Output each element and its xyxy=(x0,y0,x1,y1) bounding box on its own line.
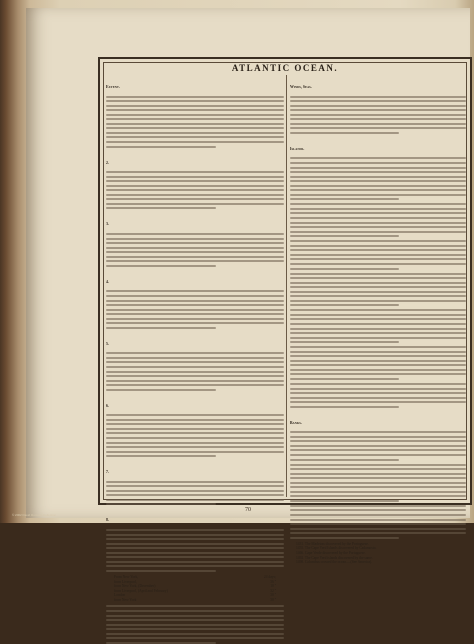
paragraph-text-line xyxy=(106,455,216,457)
paragraph-text-line xyxy=(106,442,284,444)
paragraph-text-line xyxy=(106,423,284,425)
paragraph-text-line xyxy=(106,207,216,209)
paragraph-text-line xyxy=(106,432,284,434)
table-label: from New York, (December) xyxy=(114,584,156,589)
paragraph-text-line xyxy=(106,494,284,496)
paragraph-heading: Islands. xyxy=(290,146,305,151)
paragraph-text-line xyxy=(106,352,284,354)
paragraph-text-line xyxy=(290,459,399,461)
paragraph-text-line xyxy=(290,300,466,302)
paragraph-text-line xyxy=(290,360,466,362)
paragraph-text-line xyxy=(290,245,466,247)
paragraph xyxy=(290,346,466,380)
paragraph-text-line xyxy=(290,454,466,456)
paragraph-heading: Extent. xyxy=(106,85,120,89)
paragraph-text-line xyxy=(290,369,466,371)
page-title: ATLANTIC OCEAN. xyxy=(231,63,339,73)
paragraph-text-line xyxy=(290,171,466,173)
paragraph-text-line xyxy=(290,189,466,191)
paragraph xyxy=(106,508,284,571)
paragraph-text-line xyxy=(106,389,216,391)
paragraph-text-line xyxy=(290,273,466,275)
paragraph-text-line xyxy=(290,532,466,534)
table-label: from Liverpool, (April and February) xyxy=(114,588,168,593)
paragraph-text-line xyxy=(106,146,216,148)
paragraph-text-line xyxy=(290,473,466,475)
paragraph-text-line xyxy=(106,290,284,292)
paragraph-text-line xyxy=(290,341,399,343)
paragraph-text-line xyxy=(290,212,466,214)
paragraph-text-line xyxy=(290,431,466,433)
paragraph-text-line xyxy=(106,327,216,329)
paragraph xyxy=(290,273,466,307)
paragraph-text-line xyxy=(106,194,284,196)
paragraph-text-line xyxy=(290,231,466,233)
table-value: 30 '' xyxy=(270,593,276,598)
paragraph-text-line xyxy=(106,141,284,143)
paragraph-text-line xyxy=(106,437,284,439)
date-entry: 1431. The Madeiras discovered by the Portuguese. xyxy=(296,541,369,546)
paragraph-text-line xyxy=(290,373,466,375)
paragraph-text-line xyxy=(290,388,466,390)
paragraph-text-line xyxy=(106,384,284,386)
paragraph-text-line xyxy=(290,523,466,525)
paragraph-text-line xyxy=(106,499,284,501)
paragraph-text-line xyxy=(290,282,466,284)
paragraph-text-line xyxy=(290,491,466,493)
paragraph-text-line xyxy=(106,251,284,253)
paragraph-text-line xyxy=(106,543,284,545)
paragraph-heading: Winds, Seas. xyxy=(290,85,312,89)
paragraph-text-line xyxy=(106,233,284,235)
paragraph xyxy=(106,75,284,148)
table-value: 24 days; xyxy=(263,574,276,579)
paragraph-text-line xyxy=(106,503,216,505)
paragraph-text-line xyxy=(290,495,466,497)
table-value: 32 '' xyxy=(270,588,276,593)
table-row xyxy=(106,598,284,603)
paragraph-text-line xyxy=(290,383,466,385)
paragraph-text-line xyxy=(106,552,284,554)
table-value: 36 '' xyxy=(270,579,276,584)
paragraph-text-line xyxy=(106,619,284,621)
paragraph-text-line xyxy=(290,314,466,316)
paragraph xyxy=(106,270,284,329)
paragraph-text-line xyxy=(106,414,284,416)
paragraph-text-line xyxy=(290,328,466,330)
paragraph-text-line xyxy=(290,118,466,120)
paragraph-text-line xyxy=(290,440,466,442)
paragraph-text-line xyxy=(106,615,284,617)
paragraph-text-line xyxy=(290,514,466,516)
paragraph-text-line xyxy=(106,490,284,492)
paragraph-text-line xyxy=(290,528,466,530)
paragraph-text-line xyxy=(106,180,284,182)
paragraph-text-line xyxy=(290,226,466,228)
paragraph-text-line xyxy=(290,254,466,256)
paragraph-heading: 2. xyxy=(106,160,109,165)
paragraph-text-line xyxy=(290,477,466,479)
paragraph-text-line xyxy=(106,260,284,262)
paragraph xyxy=(290,309,466,343)
paragraph-text-line xyxy=(106,242,284,244)
paragraph xyxy=(290,137,466,200)
paragraph-text-line xyxy=(106,610,284,612)
voyage-table xyxy=(106,575,284,603)
atlas-page xyxy=(26,8,470,602)
paragraph-text-line xyxy=(106,203,284,205)
paragraph-text-line xyxy=(106,123,284,125)
paragraph-text-line xyxy=(290,436,466,438)
table-label: London xyxy=(114,593,126,598)
paragraph-text-line xyxy=(290,318,466,320)
paragraph-text-line xyxy=(106,309,284,311)
paragraph-text-line xyxy=(106,451,284,453)
paragraph-heading: 3. xyxy=(106,222,109,227)
paragraph-text-line xyxy=(290,537,399,539)
paragraph xyxy=(106,605,284,643)
table-value: 30 '' xyxy=(270,597,276,602)
paragraph-text-line xyxy=(106,105,284,107)
paragraph-text-line xyxy=(106,313,284,315)
paragraph-text-line xyxy=(106,534,284,536)
right-column xyxy=(290,75,466,565)
paragraph-text-line xyxy=(290,249,466,251)
paragraph-text-line xyxy=(290,127,466,129)
paragraph-text-line xyxy=(106,238,284,240)
paragraph-text-line xyxy=(290,235,399,237)
paragraph xyxy=(290,383,466,408)
paragraph xyxy=(106,151,284,210)
paragraph-text-line xyxy=(106,366,284,368)
paragraph-text-line xyxy=(290,295,466,297)
paragraph-text-line xyxy=(290,286,466,288)
paragraph-text-line xyxy=(106,96,284,98)
paragraph-text-line xyxy=(290,304,399,306)
paragraph-heading: 6. xyxy=(106,403,109,408)
paragraph-text-line xyxy=(106,446,284,448)
paragraph-text-line xyxy=(290,258,466,260)
paragraph-text-line xyxy=(290,291,466,293)
paragraph-text-line xyxy=(106,265,216,267)
paragraph-text-line xyxy=(290,203,466,205)
paragraph-text-line xyxy=(106,256,284,258)
paragraph-text-line xyxy=(290,332,466,334)
paragraph-text-line xyxy=(106,318,284,320)
paragraph-text-line xyxy=(290,449,466,451)
paragraph-text-line xyxy=(290,364,466,366)
paragraph-text-line xyxy=(106,304,284,306)
paragraph-text-line xyxy=(106,136,284,138)
paragraph-text-line xyxy=(290,105,466,107)
paragraph-text-line xyxy=(106,109,284,111)
paragraph-text-line xyxy=(290,109,466,111)
paragraph-text-line xyxy=(290,162,466,164)
paragraph-text-line xyxy=(290,277,466,279)
paragraph-text-line xyxy=(106,176,284,178)
paragraph-text-line xyxy=(290,397,466,399)
paragraph-text-line xyxy=(106,357,284,359)
table-label: from Liverpool, xyxy=(114,579,137,584)
paragraph-text-line xyxy=(106,637,284,639)
paragraph-text-line xyxy=(106,547,284,549)
paragraph-text-line xyxy=(290,132,399,134)
paragraph-text-line xyxy=(106,295,284,297)
paragraph-text-line xyxy=(290,309,466,311)
date-entry: 1492. The Cape Verd islands discovered by the same. xyxy=(296,555,373,560)
discovery-dates-list xyxy=(290,542,466,565)
paragraph xyxy=(290,75,466,134)
paragraph xyxy=(106,332,284,391)
paragraph xyxy=(290,464,466,502)
paragraph-text-line xyxy=(290,114,466,116)
paragraph-text-line xyxy=(106,529,284,531)
paragraph-text-line xyxy=(290,222,466,224)
paragraph-text-line xyxy=(290,468,466,470)
paragraph-text-line xyxy=(106,189,284,191)
paragraph-text-line xyxy=(106,361,284,363)
paragraph-text-line xyxy=(290,464,466,466)
paragraph-text-line xyxy=(290,378,399,380)
date-entry: 1455. The Cape Verd Islands discovered by Cadamosto. xyxy=(296,546,377,551)
table-label: from New York xyxy=(114,597,137,602)
paragraph-text-line xyxy=(106,624,284,626)
paragraph-text-line xyxy=(290,268,399,270)
paragraph-heading: 4. xyxy=(106,279,109,284)
paragraph-text-line xyxy=(290,167,466,169)
paragraph-text-line xyxy=(106,322,284,324)
paragraph-text-line xyxy=(290,406,399,408)
paragraph-text-line xyxy=(290,180,466,182)
paragraph-text-line xyxy=(106,114,284,116)
paragraph-text-line xyxy=(290,355,466,357)
paragraph-text-line xyxy=(106,419,284,421)
paragraph-text-line xyxy=(290,519,466,521)
paragraph-text-line xyxy=(106,570,216,572)
paragraph-text-line xyxy=(290,445,466,447)
paragraph xyxy=(290,411,466,461)
paragraph-text-line xyxy=(290,208,466,210)
paragraph-text-line xyxy=(290,346,466,348)
date-entry: 1466. Cape Verde discovered by the Portuguese. xyxy=(296,550,366,555)
paragraph-text-line xyxy=(290,198,399,200)
paragraph-text-line xyxy=(290,401,466,403)
paragraph xyxy=(290,203,466,237)
page-number: 70 xyxy=(245,507,251,513)
paragraph-text-line xyxy=(106,380,284,382)
paragraph-text-line xyxy=(290,263,466,265)
paragraph-text-line xyxy=(290,392,466,394)
paragraph-text-line xyxy=(106,247,284,249)
paragraph-text-line xyxy=(290,194,466,196)
paragraph-text-line xyxy=(290,100,466,102)
paragraph-text-line xyxy=(290,217,466,219)
paragraph-text-line xyxy=(106,185,284,187)
paragraph xyxy=(106,394,284,457)
paragraph-text-line xyxy=(290,185,466,187)
paragraph-text-line xyxy=(106,628,284,630)
paragraph-text-line xyxy=(106,428,284,430)
paragraph-heading: 7. xyxy=(106,470,109,475)
paragraph-text-line xyxy=(290,486,466,488)
paragraph-text-line xyxy=(106,561,284,563)
paragraph-text-line xyxy=(106,556,284,558)
paragraph-heading: 8. xyxy=(106,518,109,523)
paragraph-text-line xyxy=(106,481,284,483)
paragraph-text-line xyxy=(290,351,466,353)
paragraph-text-line xyxy=(106,100,284,102)
paragraph-text-line xyxy=(290,123,466,125)
paragraph xyxy=(290,240,466,269)
table-value: 10 '' xyxy=(270,584,276,589)
paragraph-text-line xyxy=(106,171,284,173)
paragraph-text-line xyxy=(106,371,284,373)
paragraph xyxy=(106,212,284,266)
paragraph-text-line xyxy=(106,375,284,377)
paragraph-text-line xyxy=(290,157,466,159)
paragraph-text-line xyxy=(290,240,466,242)
paragraph-heading: Banks. xyxy=(290,420,302,425)
column-divider xyxy=(286,75,287,497)
paragraph xyxy=(106,460,284,505)
paragraph-text-line xyxy=(106,565,284,567)
paragraph-text-line xyxy=(106,605,284,607)
paragraph-text-line xyxy=(290,337,466,339)
paragraph-text-line xyxy=(106,485,284,487)
date-entry: 1498. Columbus crossed the ocean.—(See America). xyxy=(296,560,373,565)
paragraph-text-line xyxy=(290,482,466,484)
table-label: From New York, xyxy=(114,574,139,579)
paragraph-text-line xyxy=(106,300,284,302)
paragraph-text-line xyxy=(290,176,466,178)
paragraph-text-line xyxy=(106,198,284,200)
footer-credit: © 2002 David Rumsey Collection xyxy=(12,513,57,517)
paragraph-text-line xyxy=(290,323,466,325)
paragraph-text-line xyxy=(106,132,284,134)
paragraph-text-line xyxy=(290,96,466,98)
paragraph-text-line xyxy=(290,500,399,502)
paragraph-text-line xyxy=(106,633,284,635)
paragraph-text-line xyxy=(106,538,284,540)
paragraph-heading: 5. xyxy=(106,341,109,346)
paragraph-text-line xyxy=(106,118,284,120)
paragraph-text-line xyxy=(106,127,284,129)
